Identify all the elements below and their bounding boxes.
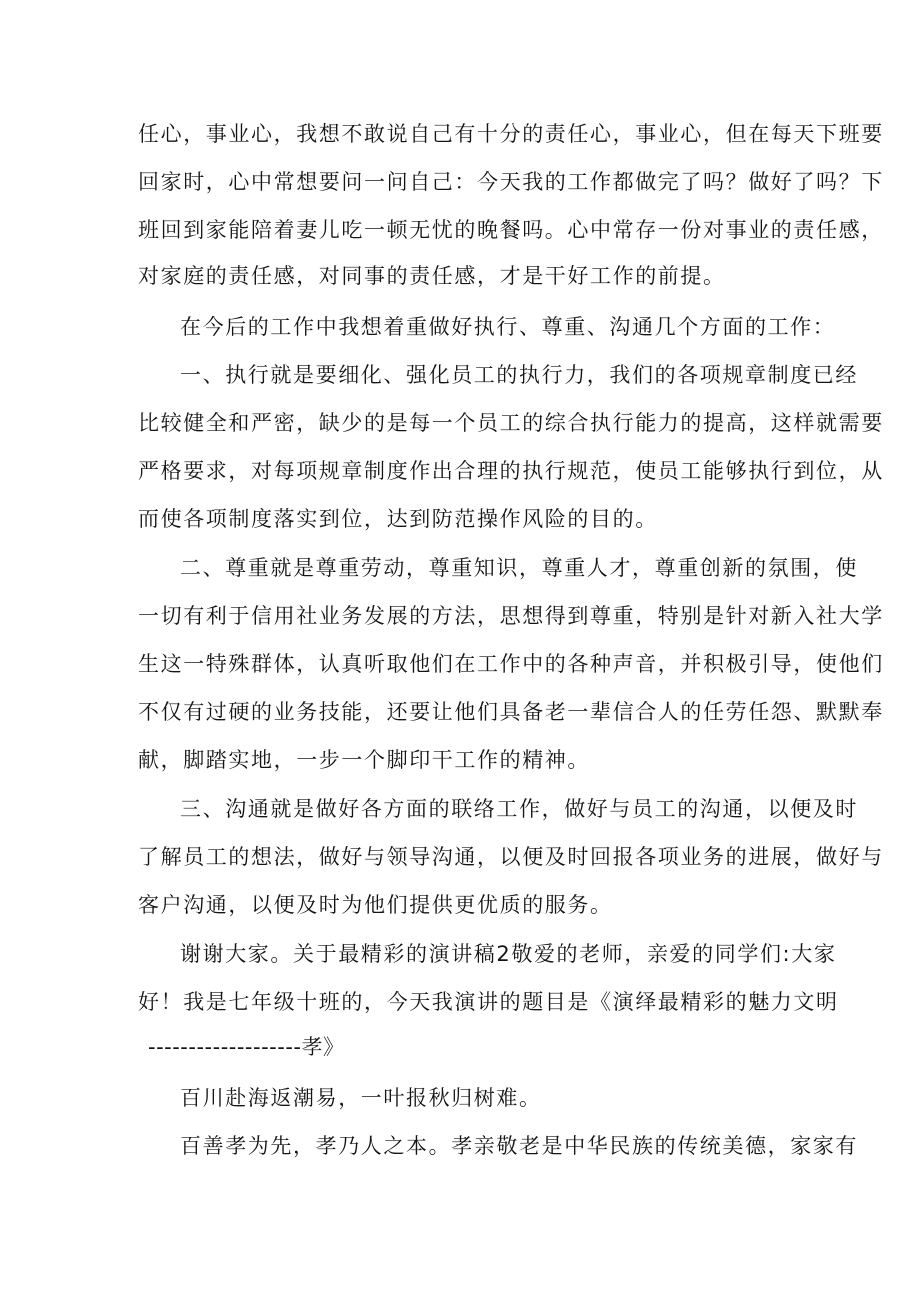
- text-line: 三、沟通就是做好各方面的联络工作，做好与员工的沟通，以便及时: [180, 797, 858, 821]
- text-line: 百善孝为先，孝乃人之本。孝亲敬老是中华民族的传统美德，家家有: [180, 1134, 858, 1158]
- text-line: 严格要求，对每项规章制度作出合理的执行规范，使员工能够执行到位，从: [138, 459, 884, 483]
- text-line: 班回到家能陪着妻儿吃一顿无忧的晚餐吗。心中常存一份对事业的责任感，: [138, 218, 884, 242]
- text-line: 一、执行就是要细化、强化员工的执行力，我们的各项规章制度已经: [180, 363, 858, 387]
- text-line: 百川赴海返潮易，一叶报秋归树难。: [180, 1086, 542, 1110]
- text-line: 任心，事业心，我想不敢说自己有十分的责任心，事业心，但在每天下班要: [138, 122, 884, 146]
- text-line: 在今后的工作中我想着重做好执行、尊重、沟通几个方面的工作：: [180, 315, 836, 339]
- text-line: 比较健全和严密，缺少的是每一个员工的综合执行能力的提高，这样就需要: [138, 411, 884, 435]
- text-line: 客户沟通，以便及时为他们提供更优质的服务。: [138, 893, 613, 917]
- text-line: 对家庭的责任感，对同事的责任感，才是干好工作的前提。: [138, 264, 726, 288]
- text-line: 了解员工的想法，做好与领导沟通，以便及时回报各项业务的进展，做好与: [138, 845, 884, 869]
- text-line: 二、尊重就是尊重劳动，尊重知识，尊重人才，尊重创新的氛围，使: [180, 556, 858, 580]
- text-line: 好！我是七年级十班的，今天我演讲的题目是《演绎最精彩的魅力文明: [138, 990, 839, 1014]
- text-line: 不仅有过硬的业务技能，还要让他们具备老一辈信合人的任劳任怨、默默奉: [138, 700, 884, 724]
- text-line: -------------------孝》: [148, 1035, 345, 1059]
- text-line: 谢谢大家。关于最精彩的演讲稿2敬爱的老师，亲爱的同学们:大家: [180, 942, 837, 966]
- text-line: 而使各项制度落实到位，达到防范操作风险的目的。: [138, 507, 658, 531]
- text-line: 回家时，心中常想要问一问自己：今天我的工作都做完了吗？做好了吗？下: [138, 170, 884, 194]
- text-line: 一切有利于信用社业务发展的方法，思想得到尊重，特别是针对新入社大学: [138, 604, 884, 628]
- text-line: 献，脚踏实地，一步一个脚印干工作的精神。: [138, 748, 590, 772]
- text-line: 生这一特殊群体，认真听取他们在工作中的各种声音，并积极引导，使他们: [138, 652, 884, 676]
